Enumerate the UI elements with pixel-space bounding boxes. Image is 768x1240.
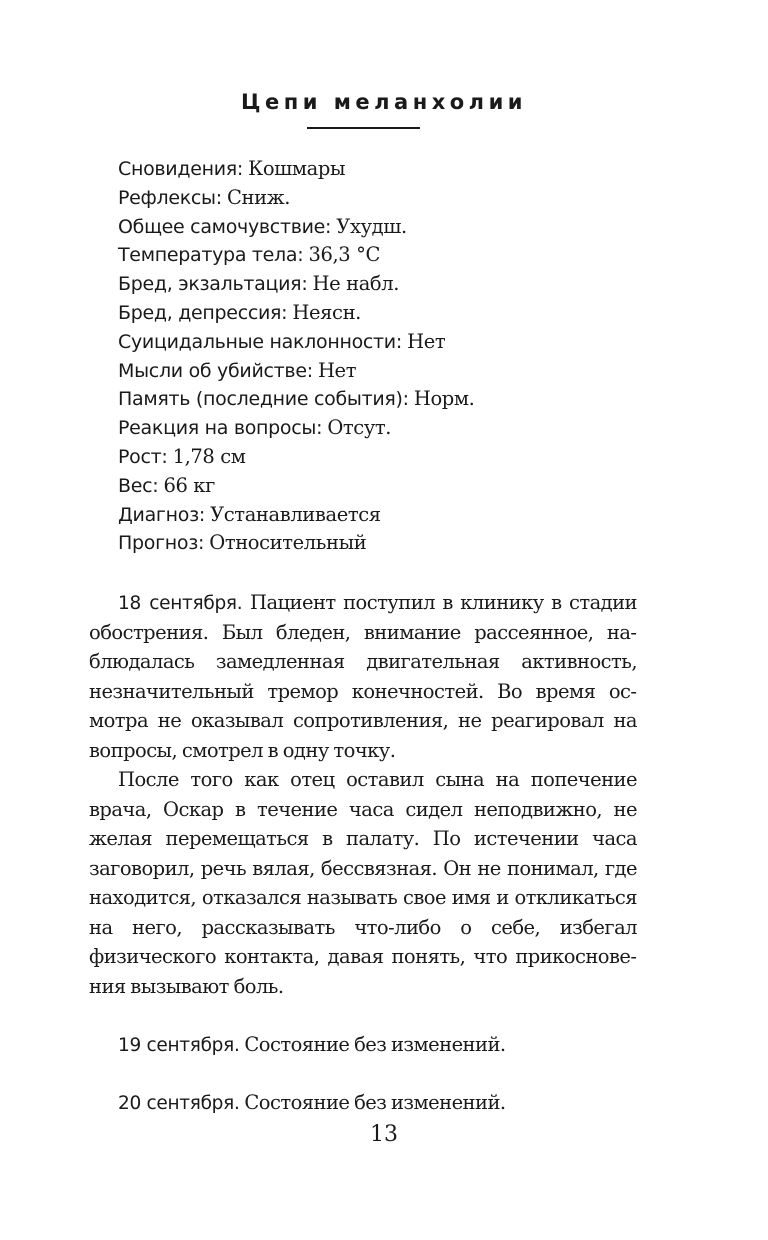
field-value: Не набл. — [312, 272, 400, 296]
field-label: Суицидальные наклонности: — [118, 330, 402, 353]
field-body-temperature — [118, 241, 474, 270]
field-value: Сниж. — [226, 185, 291, 209]
field-label: Прогноз: — [118, 532, 205, 555]
field-delusion-depression — [118, 299, 474, 328]
field-value: Неясн. — [292, 300, 361, 324]
entry-text: Состояние без изменений. — [244, 1090, 506, 1114]
field-value: Устанавливается — [210, 502, 381, 526]
field-height — [118, 443, 474, 472]
page-number: 13 — [370, 1122, 398, 1147]
field-value: Относительный — [209, 531, 367, 555]
field-label: Бред, депрессия: — [118, 301, 288, 324]
field-value: 36,3 °C — [308, 243, 380, 267]
field-label: Диагноз: — [118, 503, 205, 526]
field-label: Реакция на вопросы: — [118, 417, 323, 440]
entry-date: 19 сентября. — [118, 1034, 240, 1056]
field-homicidal-thoughts — [118, 357, 474, 386]
field-label: Рефлексы: — [118, 186, 222, 209]
entry-sept-20 — [89, 1089, 637, 1119]
field-value: Кошмары — [248, 157, 346, 180]
entry-sept-19 — [89, 1031, 637, 1061]
entry-date: 20 сентября. — [118, 1092, 240, 1114]
field-question-response — [118, 414, 474, 443]
running-header — [0, 90, 768, 114]
field-value: Отсут. — [327, 416, 392, 440]
field-weight — [118, 472, 474, 501]
field-label: Общее самочувствие: — [118, 215, 332, 238]
header-title: Цепи меланхолии — [240, 90, 527, 114]
field-dreams — [118, 155, 474, 184]
entry-text: Состояние без изменений. — [244, 1032, 506, 1056]
field-value: 66 кг — [163, 473, 215, 497]
entry-text: Пациент поступил в клинику в стадии обострения. Был бледен, внимание рассеянное, наблюдалась замедленная двигательная активность, незначительный тремор конечностей. Во время осмотра не оказывал сопротивления, не реагировал на вопросы, смотрел в одну точку. — [89, 591, 637, 762]
field-value: Нет — [317, 358, 357, 382]
field-diagnosis — [118, 501, 474, 530]
journal-entries — [89, 589, 637, 1118]
field-label: Температура тела: — [118, 244, 304, 267]
field-label: Бред, экзальтация: — [118, 273, 308, 296]
entry-date: 18 сентября. — [118, 593, 243, 614]
field-reflexes — [118, 184, 474, 213]
field-value: Нет — [407, 329, 446, 353]
patient-fields-list — [118, 155, 474, 558]
entry-sept-18 — [89, 589, 637, 766]
field-delusion-exaltation — [118, 270, 474, 299]
entry-text: После того как отец оставил сына на попечение врача, Оскар в течение часа сидел неподвижно, не желая перемещаться в палату. По истечении часа заговорил, речь вялая, бессвязная. Он не понимал, где находится, отказался называть свое имя и откликаться на него, рассказывать что-либо о себе, избегал физического контакта, давая понять, что прикосновения вызывают боль. — [89, 768, 637, 998]
field-memory — [118, 385, 474, 414]
field-prognosis — [118, 529, 474, 558]
header-underline — [307, 127, 420, 129]
field-label: Память (последние события): — [118, 388, 409, 411]
field-value: 1,78 см — [172, 444, 246, 468]
field-label: Сновидения: — [118, 158, 243, 180]
field-label: Рост: — [118, 445, 168, 468]
field-general-condition — [118, 213, 474, 242]
entry-continuation — [89, 766, 637, 1002]
field-label: Мысли об убийстве: — [118, 359, 313, 382]
field-value: Норм. — [413, 387, 475, 411]
field-suicidal-tendencies — [118, 328, 474, 357]
field-label: Вес: — [118, 474, 159, 497]
field-value: Ухудш. — [336, 214, 407, 238]
